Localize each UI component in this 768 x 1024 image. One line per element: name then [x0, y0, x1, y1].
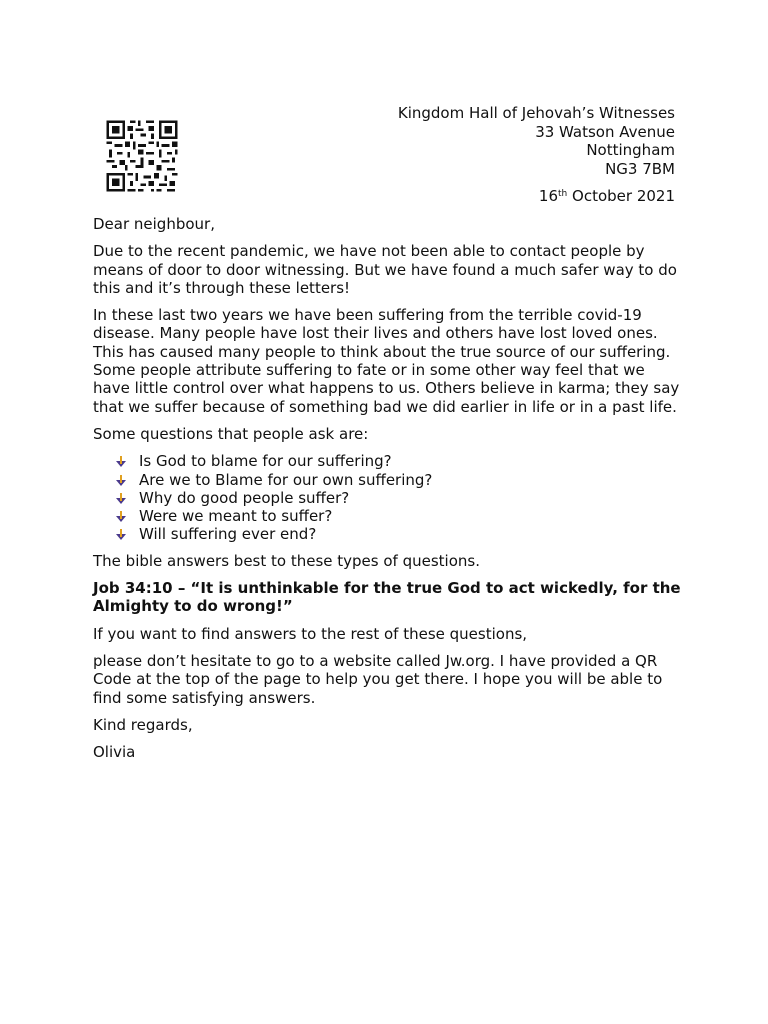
greeting: Dear neighbour, — [93, 215, 215, 233]
date-month-year: October 2021 — [567, 187, 675, 205]
letter-date — [539, 187, 675, 206]
list-item — [115, 471, 683, 489]
question-text: Are we to Blame for our own suffering? — [139, 470, 433, 489]
date-day: 16 — [538, 187, 559, 205]
address-line-street: 33 Watson Avenue — [535, 122, 675, 141]
address-line-name: Kingdom Hall of Jehovah’s Witnesses — [397, 104, 675, 122]
list-item — [115, 525, 683, 543]
qr-code-icon[interactable] — [102, 118, 182, 194]
list-item — [115, 507, 683, 525]
question-text: Will suffering ever end? — [139, 525, 317, 544]
questions-intro: Some questions that people ask are: — [93, 424, 369, 443]
paragraph-pandemic: Due to the recent pandemic, we have not been able to contact people by means of door to door witnessing. But we have found a much safer way to do this and it’s through these letters! — [93, 242, 677, 297]
bible-answers-line: The bible answers best to these types of questions. — [93, 551, 480, 570]
closing: Kind regards, — [93, 715, 193, 734]
arrow-down-bullet-icon — [115, 511, 127, 523]
signature: Olivia — [93, 743, 136, 762]
paragraph-find-answers: If you want to find answers to the rest of these questions, — [93, 624, 528, 643]
question-text: Were we meant to suffer? — [139, 507, 333, 526]
list-item — [115, 452, 683, 470]
letter-body — [93, 215, 683, 770]
question-text: Why do good people suffer? — [139, 488, 350, 507]
arrow-down-bullet-icon — [115, 456, 127, 468]
list-item — [115, 489, 683, 507]
arrow-down-bullet-icon — [115, 475, 127, 487]
arrow-down-bullet-icon — [115, 493, 127, 505]
paragraph-suffering: In these last two years we have been suffering from the terrible covid-19 disease. Many people have lost their lives and others have lost loved ones. This has caused many people to think about the true source of our suffering. Some people attribute suffering to fate or in some other way feel that we have little control over what happens to us. Others believe in karma; they say that we suffer because of something bad we did earlier in life or in a past life. — [93, 306, 680, 416]
paragraph-website: please don’t hesitate to go to a website called Jw.org. I have provided a QR Code at the top of the page to help you get there. I hope you will be able to find some satisfying answers. — [93, 651, 663, 707]
questions-list — [93, 452, 683, 543]
question-text: Is God to blame for our suffering? — [139, 452, 392, 471]
date-suffix: th — [558, 189, 568, 199]
address-line-city: Nottingham — [586, 141, 675, 159]
scripture-quote: Job 34:10 – “It is unthinkable for the true God to act wickedly, for the Almighty to do wrong!” — [93, 579, 681, 616]
sender-address — [398, 104, 675, 178]
address-line-postcode: NG3 7BM — [605, 159, 675, 178]
arrow-down-bullet-icon — [115, 529, 127, 541]
